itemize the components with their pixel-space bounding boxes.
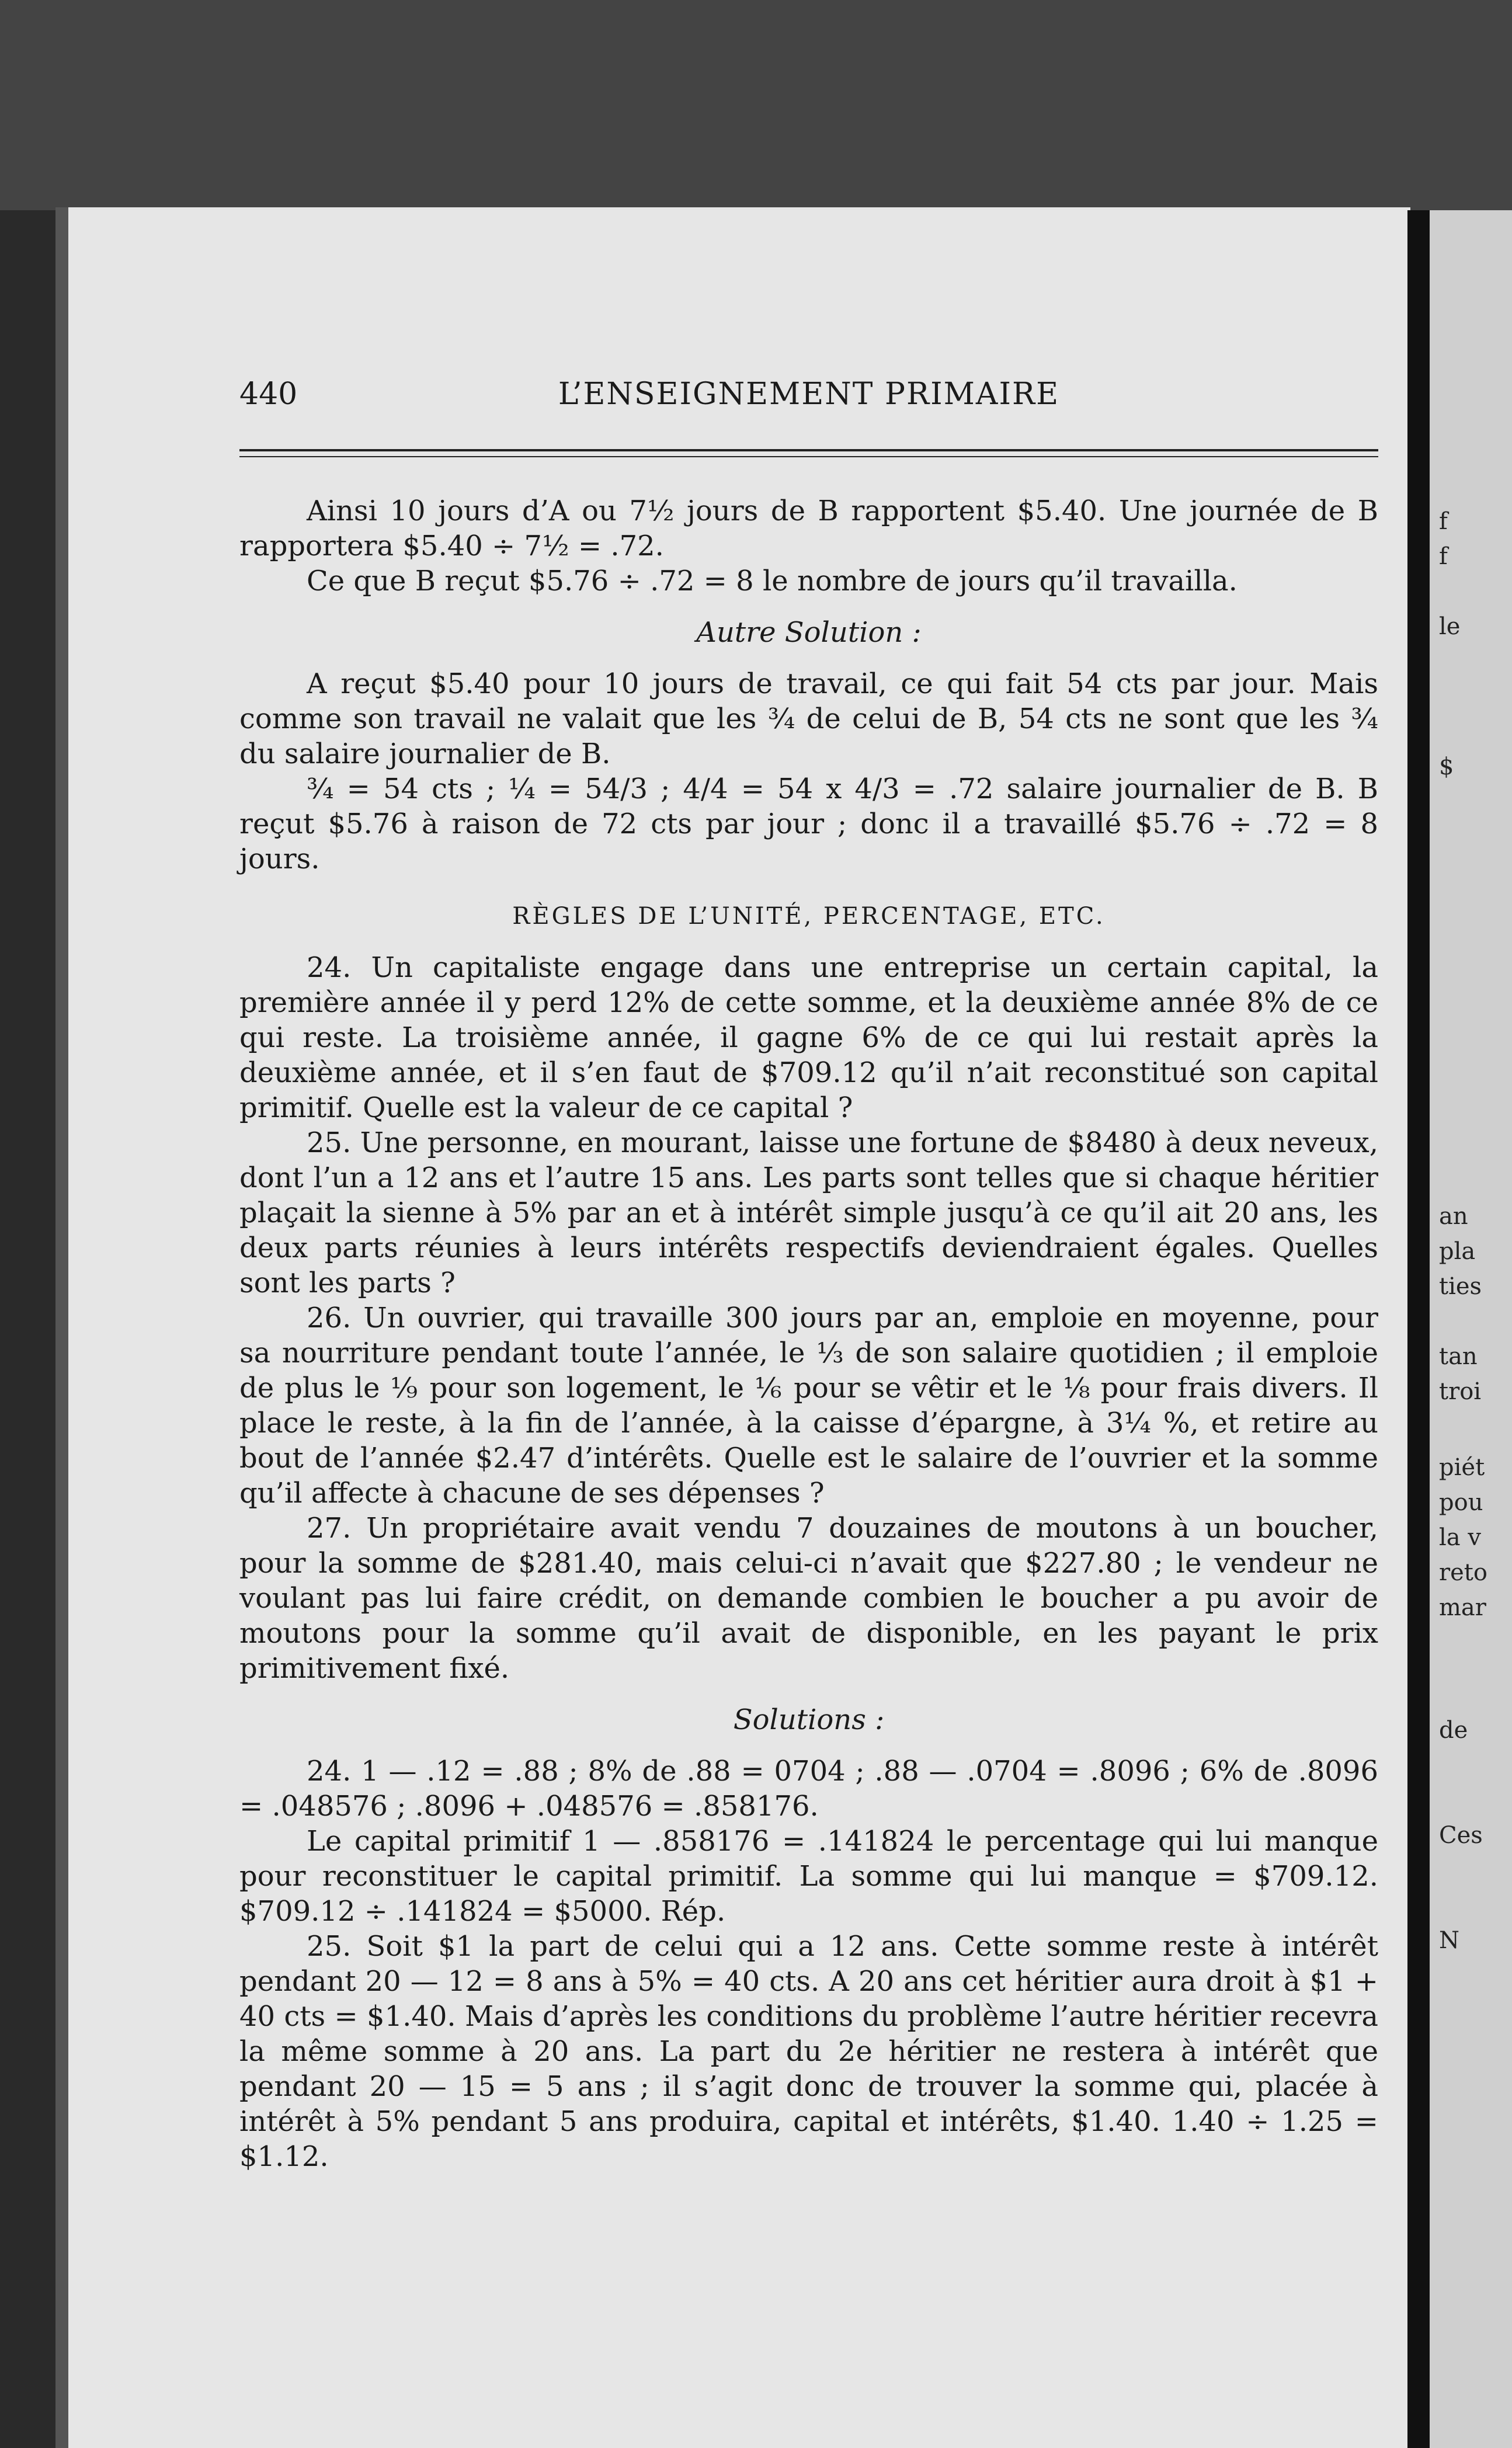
solution-25: 25. Soit $1 la part de celui qui a 12 ans. Cette somme reste à intérêt pendant 20 — 12 = 8 ans à 5% = 40 cts. A 20 ans cet héritier aura droit à $1 + 40 cts = $1.40. Mais d’après les conditions du problème l’autre héritier recevra la même somme à 20 ans. La part du 2e héritier ne restera à intérêt que pendant 20 — 15 = 5 ans ; il s’agit donc de trouver la somme qui, placée à intérêt à 5% pendant 5 ans produira, capital et intérêts, $1.40. 1.40 ÷ 1.25 = $1.12. bbox=[239, 1930, 1378, 2173]
section-heading: Solutions : bbox=[733, 1703, 885, 1736]
body-text bbox=[239, 493, 1378, 2174]
solution-24: 24. 1 — .12 = .88 ; 8% de .88 = 0704 ; .88 — .0704 = .8096 ; 6% de .8096 = .048576 ; .8096 + .048576 = .858176. bbox=[239, 1755, 1378, 1823]
paragraph: Ainsi 10 jours d’A ou 7½ jours de B rapportent $5.40. Une journée de B rapportera $5.40 ÷ 7½ = .72. bbox=[239, 495, 1378, 562]
paragraph: Ce que B reçut $5.76 ÷ .72 = 8 le nombre de jours qu’il travailla. bbox=[307, 565, 1238, 597]
problem-25: 25. Une personne, en mourant, laisse une fortune de $8480 à deux neveux, dont l’un a 12 ans et l’autre 15 ans. Les parts sont telles que si chaque héritier plaçait la sienne à 5% par an et à intérêt simple jusqu’à ce qu’il ait 20 ans, les deux parts réunies à leurs intérêts respectifs deviendraient égales. Quelles sont les parts ? bbox=[239, 1126, 1378, 1299]
adjacent-page-text: piét bbox=[1439, 1454, 1485, 1481]
adjacent-page-text: N bbox=[1439, 1927, 1459, 1954]
solution-24-continued: Le capital primitif 1 — .858176 = .141824 le percentage qui lui manque pour reconstituer le capital primitif. La somme qui lui manque = $709.12. $709.12 ÷ .141824 = $5000. Rép. bbox=[239, 1825, 1378, 1928]
problem-26: 26. Un ouvrier, qui travaille 300 jours par an, emploie en moyenne, pour sa nourriture pendant toute l’année, le ⅓ de son salaire quotidien ; il emploie de plus le ⅑ pour son logement, le ⅙ pour se vêtir et le ⅛ pour frais divers. Il place le reste, à la fin de l’année, à la caisse d’épargne, à 3¼ %, et retire au bout de l’année $2.47 d’intérêts. Quelle est le salaire de l’ouvrier et la somme qu’il affecte à chacune de ses dépenses ? bbox=[239, 1302, 1378, 1510]
adjacent-page-text: f bbox=[1439, 543, 1448, 570]
section-heading: RÈGLES DE L’UNITÉ, PERCENTAGE, ETC. bbox=[512, 903, 1106, 930]
adjacent-page-text: $ bbox=[1439, 753, 1454, 780]
page-number: 440 bbox=[239, 377, 298, 412]
adjacent-page-text: pla bbox=[1439, 1238, 1476, 1265]
page-edge-shadow bbox=[55, 207, 68, 2448]
adjacent-page-text: mar bbox=[1439, 1594, 1486, 1621]
problem-24: 24. Un capitaliste engage dans une entreprise un certain capital, la première année il y perd 12% de cette somme, et la deuxième année 8% de ce qui reste. La troisième année, il gagne 6% de ce qui lui restait après la deuxième année, et il s’en faut de $709.12 qu’il n’ait reconstitué son capital primitif. Quelle est la valeur de ce capital ? bbox=[239, 951, 1378, 1124]
adjacent-page-text: pou bbox=[1439, 1489, 1483, 1516]
adjacent-page-text: la v bbox=[1439, 1524, 1481, 1551]
paragraph: ¾ = 54 cts ; ¼ = 54/3 ; 4/4 = 54 x 4/3 = .72 salaire journalier de B. B reçut $5.76 à raison de 72 cts par jour ; donc il a travaillé $5.76 ÷ .72 = 8 jours. bbox=[239, 773, 1378, 875]
book-gutter bbox=[1407, 210, 1430, 2448]
adjacent-page-text: le bbox=[1439, 613, 1461, 640]
adjacent-page-text: de bbox=[1439, 1717, 1468, 1744]
adjacent-page-fragment bbox=[1430, 210, 1512, 2448]
page-header bbox=[239, 377, 1378, 429]
adjacent-page-text: reto bbox=[1439, 1559, 1487, 1586]
adjacent-page-text: tan bbox=[1439, 1343, 1478, 1370]
paragraph: A reçut $5.40 pour 10 jours de travail, ce qui fait 54 cts par jour. Mais comme son travail ne valait que les ¾ de celui de B, 54 cts ne sont que les ¾ du salaire journalier de B. bbox=[239, 667, 1378, 770]
section-heading: Autre Solution : bbox=[696, 616, 922, 649]
header-rule-thin bbox=[239, 456, 1378, 457]
adjacent-page-text: f bbox=[1439, 508, 1448, 535]
scan-background bbox=[0, 0, 1512, 210]
running-title: L’ENSEIGNEMENT PRIMAIRE bbox=[558, 377, 1060, 412]
adjacent-page-text: ties bbox=[1439, 1273, 1482, 1300]
adjacent-page-text: an bbox=[1439, 1203, 1468, 1230]
problem-27: 27. Un propriétaire avait vendu 7 douzaines de moutons à un boucher, pour la somme de $281.40, mais celui-ci n’avait que $227.80 ; le vendeur ne voulant pas lui faire crédit, on demande combien le boucher a pu avoir de moutons pour la somme qu’il avait de disponible, en les payant le prix primitivement fixé. bbox=[239, 1512, 1378, 1685]
header-rule bbox=[239, 449, 1378, 451]
adjacent-page-text: Ces bbox=[1439, 1822, 1483, 1849]
book-page bbox=[55, 207, 1410, 2448]
adjacent-page-text: troi bbox=[1439, 1378, 1482, 1405]
